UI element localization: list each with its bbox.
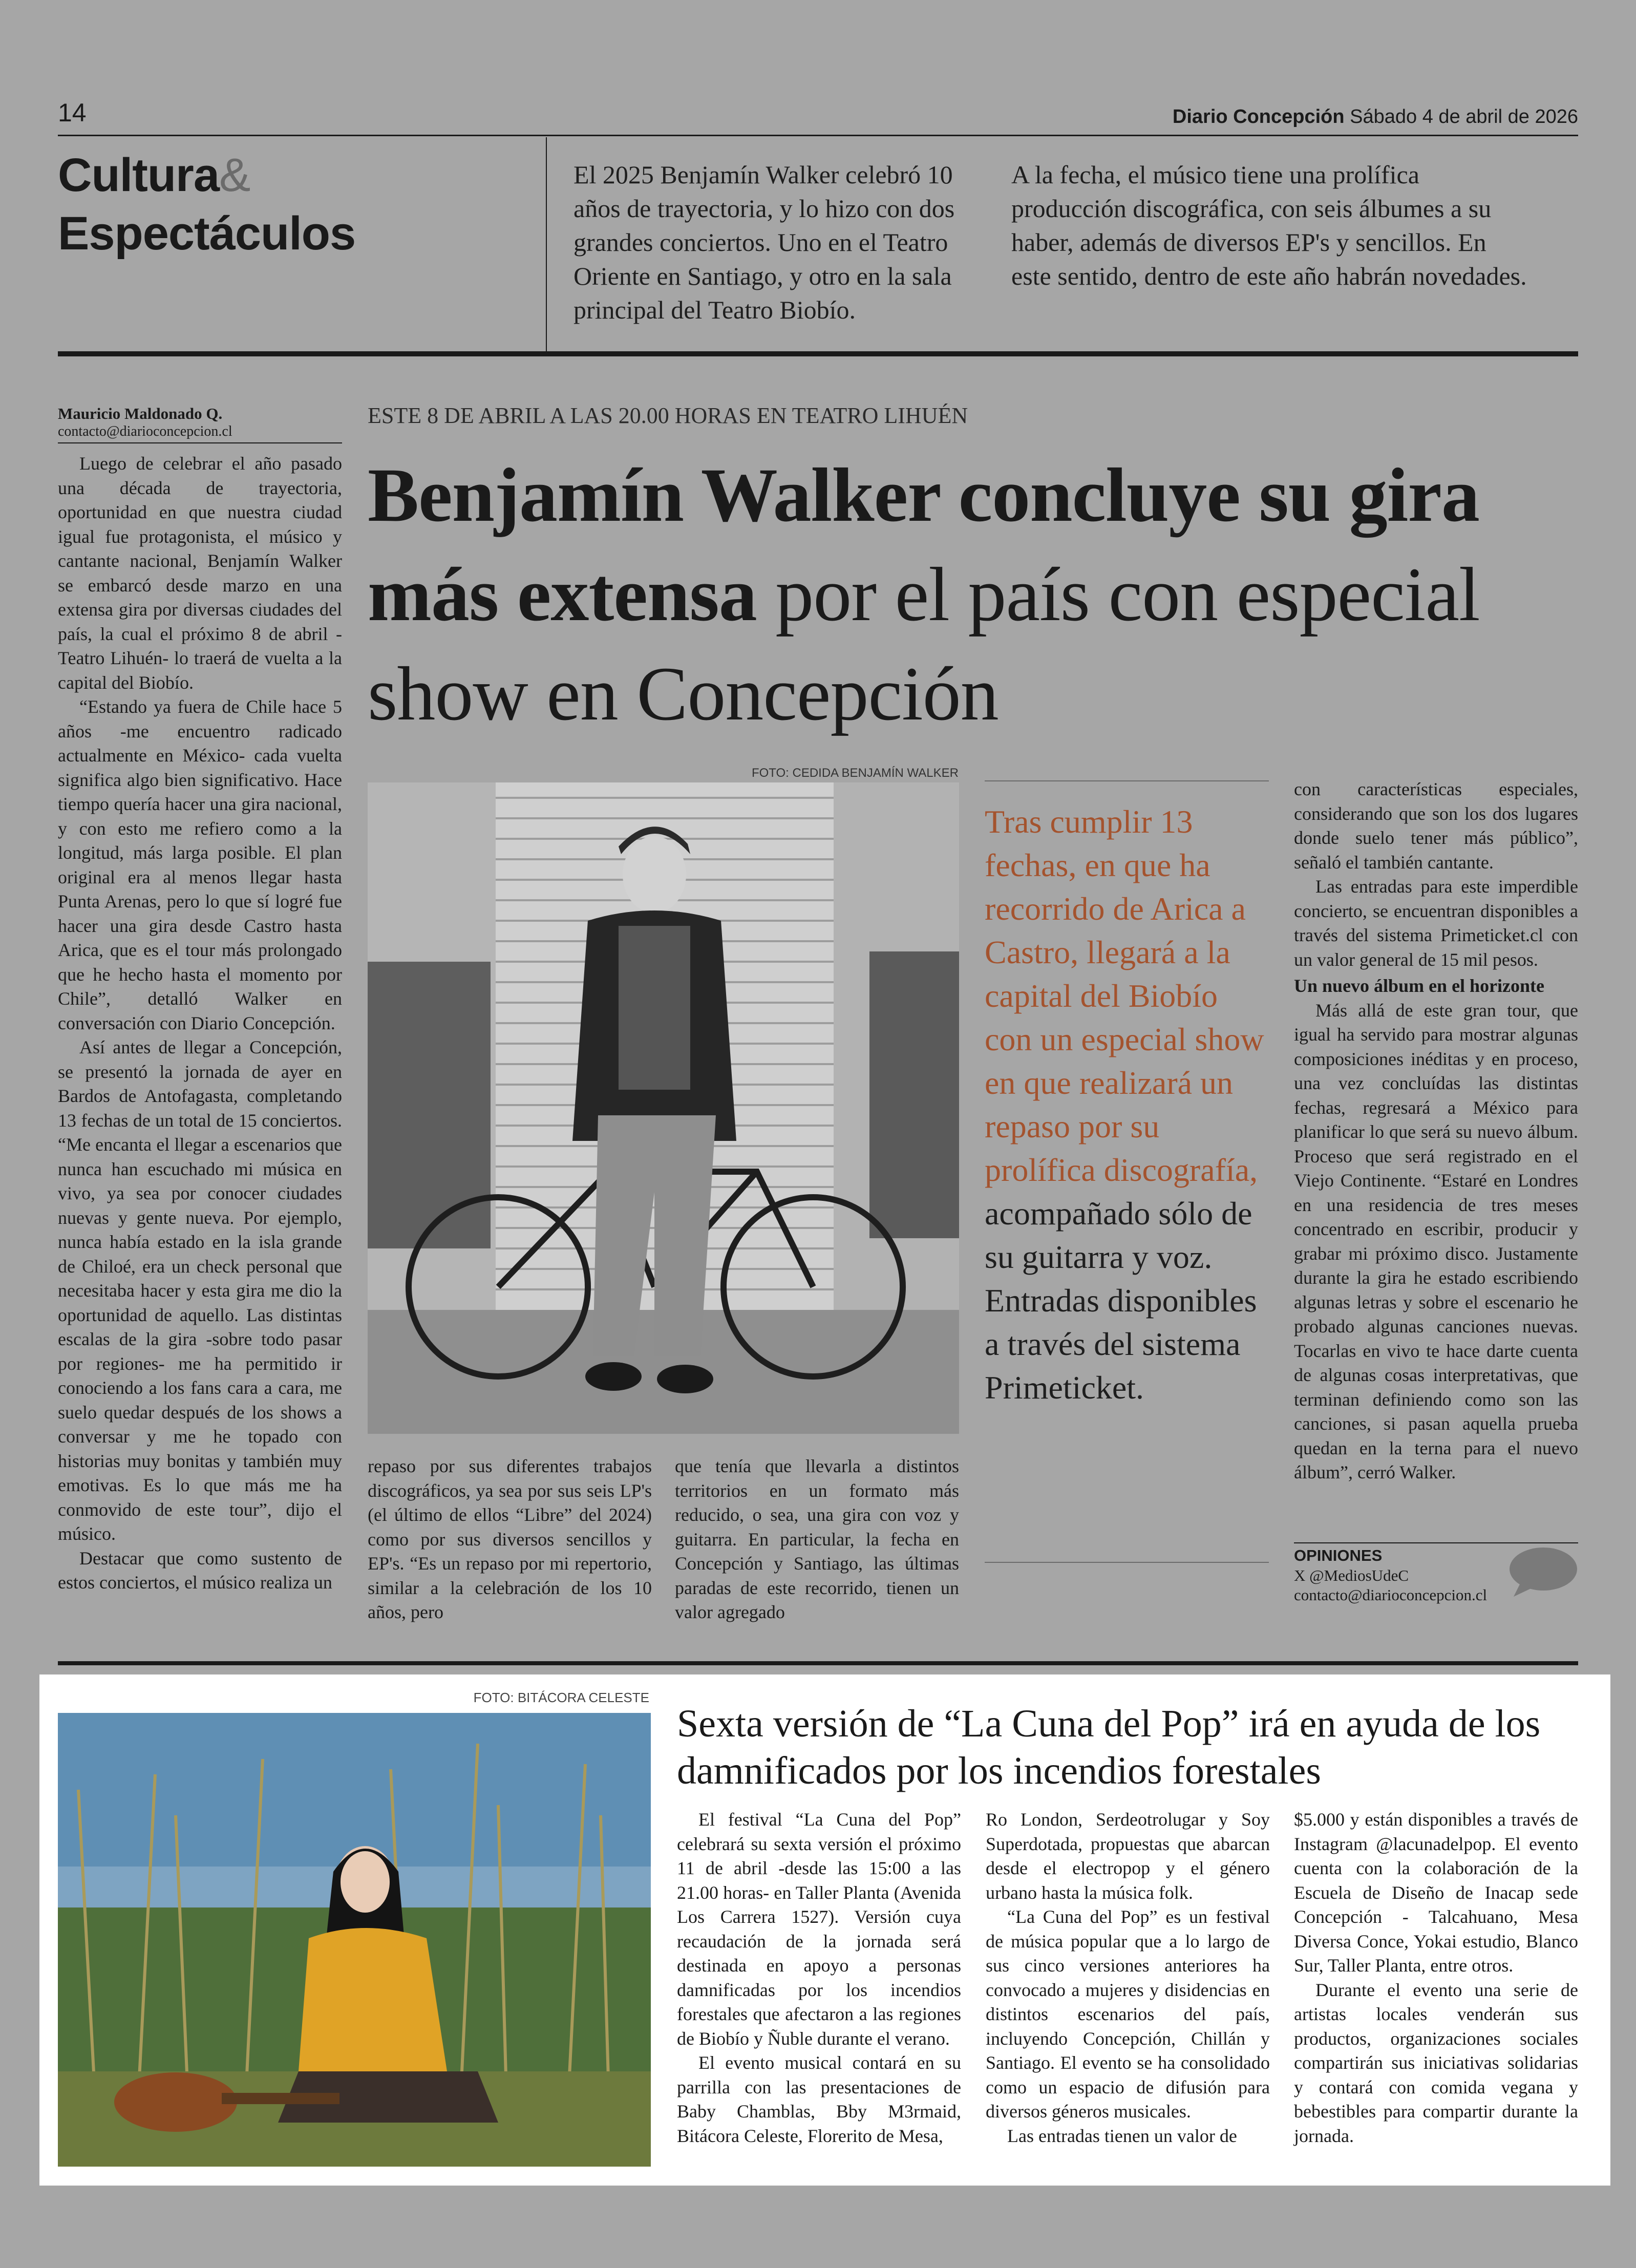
headline-regular: por el país con especial show en Concepción [368, 552, 1480, 736]
opiniones-rule [1294, 1542, 1578, 1543]
opiniones-email[interactable]: contacto@diarioconcepcion.cl [1294, 1586, 1488, 1604]
page-number: 14 [58, 98, 87, 127]
paragraph: Luego de celebrar el año pasado una década de trayectoria, oportunidad en que nuestra ciudad igual fue protagonista, el músico y cantante nacional, Benjamín Walker se embarcó desde marzo en una extensa gira por diversas ciudades del país, la cual el próximo 8 de abril -Teatro Lihuén- lo traerá de vuelta a la capital del Biobío. [58, 453, 342, 693]
second-column-3 [1294, 1808, 1578, 2148]
paragraph: Más allá de este gran tour, que igual ha servido para mostrar algunas composiciones inéditas y en proceso, una vez concluídas las distintas fechas, regresará a México para planificar lo que será su nuevo álbum. Proceso que será registrado en el Viejo Continente. “Estaré en Londres en una residencia de tres meses concentrado en escribir, producir y grabar mi próximo disco. Justamente durante la gira he estado escribiendo algunas letras y sobre el escenario he probado algunas canciones nuevas. Tocarlas en vivo te hace darte cuenta de algunas cosas interpretativas, que terminan definiendo como son las canciones, si pasan aquella prueba quedan en la terna para el nuevo álbum”, cerró Walker. [1294, 1000, 1578, 1482]
walker-photo [368, 782, 959, 1434]
pull-quote-bottom-rule [985, 1562, 1269, 1563]
paragraph: Las entradas para este imperdible concierto, se encuentran disponibles a través del sistema Primeticket.cl con un valor general de 15 mil pesos. [1294, 876, 1578, 970]
header-bottom-rule [58, 351, 1578, 356]
paragraph: El festival “La Cuna del Pop” celebrará su sexta versión el próximo 11 de abril -desde las 15:00 a las 21.00 horas- en Taller Planta (Avenida Los Carrera 1527). Versión cuya recaudación de la jornada será destinada en apoyo a personas damnificadas por los incendios forestales que afectaron a las regiones de Biobío y Ñuble durante el verano. [677, 1809, 961, 2049]
paragraph: Las entradas tienen un valor de [1007, 2125, 1237, 2146]
second-photo-credit: FOTO: BITÁCORA CELESTE [473, 1690, 649, 1705]
masthead-date [1173, 105, 1578, 129]
teaser-1: El 2025 Benjamín Walker celebró 10 años de trayectoria, y lo hizo con dos grandes conciertos. Uno en el Teatro Oriente en Santiago, y otro en la sala principal del Teatro Biobío. [573, 160, 955, 324]
article-column-2 [368, 1454, 652, 1625]
paragraph: El evento musical contará en su parrilla con las presentaciones de Baby Chamblas, Bby M3rmaid, Bitácora Celeste, Florerito de Mesa, [677, 2052, 961, 2146]
second-column-1 [677, 1808, 961, 2148]
newspaper-name: Diario Concepción [1172, 106, 1345, 128]
article-column-1 [58, 452, 342, 1595]
section-ampersand: & [219, 149, 250, 201]
teaser-2: A la fecha, el músico tiene una prolífica producción discográfica, con seis álbumes a su haber, además de diversos EP's y sencillos. En este sentido, dentro de este año habrán novedades. [1011, 160, 1527, 290]
byline-rule [58, 442, 342, 443]
opiniones-twitter[interactable]: X @MediosUdeC [1294, 1566, 1409, 1584]
teaser-divider [546, 137, 547, 351]
cuna-del-pop-photo [58, 1713, 651, 2167]
paragraph: $5.000 y están disponibles a través de Instagram @lacunadelpop. El evento cuenta con la colaboración de la Escuela de Diseño de Inacap sede Concepción - Talcahuano, Mesa Diversa Conce, Yokai estudio, Blanco Sur, Taller Planta, entre otros. [1294, 1809, 1578, 1976]
kicker: ESTE 8 DE ABRIL A LAS 20.00 HORAS EN TEATRO LIHUÉN [368, 403, 968, 428]
paragraph: Destacar que como sustento de estos conciertos, el músico realiza un [58, 1548, 342, 1593]
subhead: Un nuevo álbum en el horizonte [1294, 976, 1545, 996]
headline-bold: Benjamín Walker concluye su gira más extensa [368, 453, 1479, 637]
issue-date: Sábado 4 de abril de 2026 [1350, 106, 1578, 128]
paragraph: repaso por sus diferentes trabajos discográficos, ya sea por sus seis LP's (el último de ellos “Libre” del 2024) como por sus diversos sencillos y EP's. “Es un repaso por mi repertorio, similar a la celebración de los 10 años, pero [368, 1456, 652, 1622]
byline [58, 405, 342, 443]
cuna-del-pop-illustration [58, 1713, 651, 2167]
pull-quote [985, 800, 1269, 1409]
second-headline: Sexta versión de “La Cuna del Pop” irá en ayuda de los damnificados por los incendios forestales [677, 1702, 1541, 1792]
walker-photo-illustration [368, 782, 959, 1434]
main-headline [368, 446, 1576, 744]
paragraph: Ro London, Serdeotrolugar y Soy Superdotada, propuestas que abarcan desde el electropop y el género urbano hasta la música folk. [986, 1809, 1270, 1903]
paragraph: con características especiales, considerando que son los dos lugares donde suelo tener más público”, señaló el también cantante. [1294, 779, 1578, 873]
second-column-2 [986, 1808, 1270, 2148]
opiniones-label: OPINIONES [1294, 1546, 1383, 1564]
pull-quote-accent: Tras cumplir 13 fechas, en que ha recorrido de Arica a Castro, llegará a la capital del Biobío con un especial show en que realizará un repaso por su prolífica discografía, [985, 803, 1264, 1188]
speech-bubble-icon [1506, 1546, 1578, 1598]
author-email: contacto@diarioconcepcion.cl [58, 423, 232, 439]
author-name: Mauricio Maldonado Q. [58, 405, 223, 422]
section-divider [58, 1661, 1578, 1665]
section-word-espectaculos: Espectáculos [58, 207, 356, 260]
paragraph: “Estando ya fuera de Chile hace 5 años -me encuentro radicado actualmente en México- cada vuelta significa algo bien significativo. Hace tiempo quería hacer una gira nacional, y con esto me refiero como a la longitud, más larga posible. El plan original era al menos llegar hasta Punta Arenas, pero lo que sí logré fue hacer una gira desde Castro hasta Arica, que es el tour más prolongado que he hecho hasta el momento por Chile”, detalló Walker en conversación con Diario Concepción. [58, 696, 342, 1033]
photo-credit: FOTO: CEDIDA BENJAMÍN WALKER [751, 766, 959, 780]
section-title [58, 146, 355, 263]
paragraph: que tenía que llevarla a distintos territorios en un formato más reducido, o sea, una gira con voz y guitarra. En particular, la fecha en Concepción y Santiago, las últimas paradas de este recorrido, tienen un valor agregado [675, 1456, 959, 1622]
article-column-3 [675, 1454, 959, 1625]
paragraph: “La Cuna del Pop” es un festival de música popular que a lo largo de sus cinco versiones anteriores ha convocado a mujeres y disidencias en distintos escenarios del país, incluyendo Concepción, Chillán y Santiago. El evento se ha consolidado como un espacio de difusión para diversos géneros musicales. [986, 1906, 1270, 2122]
header-rule [58, 135, 1578, 136]
paragraph: Así antes de llegar a Concepción, se presentó la jornada de ayer en Bardos de Antofagasta, completando 13 fechas de un total de 15 conciertos. “Me encanta el llegar a escenarios que nunca han escuchado mi música en vivo, ya sea por conocer ciudades nuevas y gente nueva. Por ejemplo, nunca había estado en la isla grande de Chiloé, era un check personal que necesitaba hacer y esta gira me dio la oportunidad de aquello. Las distintas escalas de la gira -sobre todo pasar por regiones- me ha permitido ir conociendo a los fans cara a cara, me suelo quedar después de los shows a conversar y me he topado con historias muy bonitas y también muy emotivas. Es lo que más me ha conmovido de este tour”, dijo el músico. [58, 1037, 342, 1544]
paragraph: Durante el evento una serie de artistas locales venderán sus productos, organizaciones sociales compartirán sus iniciativas solidarias y contará con comida vegana y bebestibles para compartir durante la jornada. [1294, 1979, 1578, 2146]
article-column-4 [1294, 777, 1578, 1485]
pull-quote-top-rule [985, 780, 1269, 781]
section-word-cultura: Cultura [58, 149, 219, 201]
pull-quote-dark: acompañado sólo de su guitarra y voz. Entradas disponibles a través del sistema Primeticket. [985, 1195, 1257, 1406]
